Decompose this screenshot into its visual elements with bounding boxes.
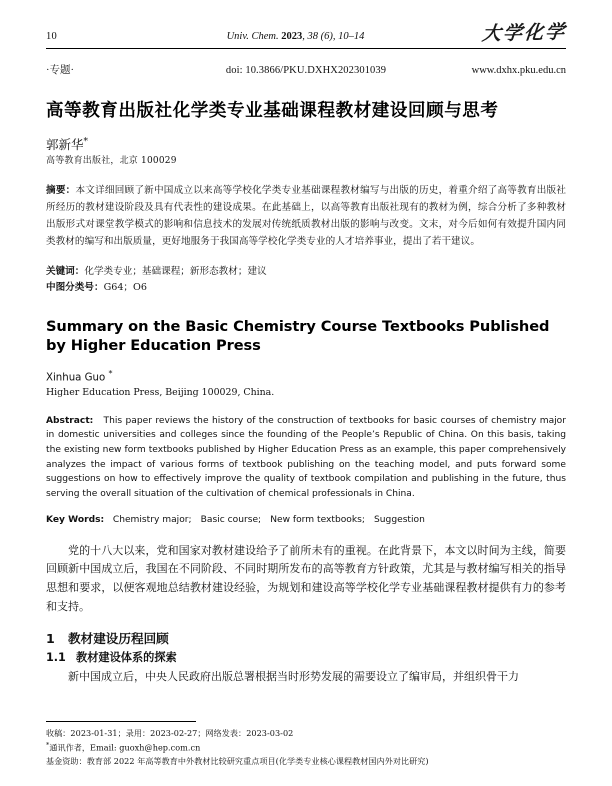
english-abstract-text: This paper reviews the history of the construction of textbooks for basic courses of chemistry major in domestic universities and colleges since the founding of the People’s Republic of China. On this basis, taking the existing new form textbooks published by Higher Education Press as an example, this paper comprehensively analyzes the impact of various forms of textbook publishing on the teaching model, and puts forward some suggestions on how to effectively improve the quality of textbook compilation and publishing in the future, thus serving the overall situation of the cultivation of chemical professionals in China. <box>46 415 566 500</box>
english-keywords-text: Chemistry major; Basic course; New form textbooks; Suggestion <box>112 514 425 525</box>
section-1-1-number: 1.1 <box>46 651 66 665</box>
footnote-funding: 基金资助：教育部 2022 年高等教育中外教材比较研究重点项目(化学类专业核心课程教材国内外对比研究) <box>46 755 429 766</box>
section-1-title: 教材建设历程回顾 <box>68 631 169 647</box>
running-head <box>46 0 566 44</box>
chinese-author <box>46 137 566 152</box>
citation-journal: Univ. Chem. <box>226 30 279 42</box>
english-title: Summary on the Basic Chemistry Course Textbooks Published by Higher Education Press <box>46 317 550 355</box>
english-keywords <box>46 514 566 528</box>
english-abstract <box>46 414 566 502</box>
footnote-block <box>46 721 566 768</box>
english-affiliation: Higher Education Press, Beijing 100029, China. <box>46 387 275 399</box>
journal-masthead-logo: 大学化学 <box>481 21 568 45</box>
chinese-abstract <box>46 182 566 250</box>
citation-year: 2023 <box>281 30 303 42</box>
doi-text[interactable]: doi: 10.3866/PKU.DXHX202301039 <box>225 65 387 76</box>
footnote-dates: 收稿：2023-01-31；录用：2023-02-27；网络发表：2023-03-02 <box>46 727 294 738</box>
footnote-corresponding-mark: * <box>46 741 50 750</box>
chinese-clc <box>46 280 566 296</box>
section-1-number: 1 <box>46 631 55 647</box>
journal-citation: Univ. Chem. 2023, 38 (6), 10–14 <box>226 30 365 42</box>
chinese-affiliation: 高等教育出版社，北京 100029 <box>46 156 177 167</box>
header-rule <box>46 48 566 49</box>
column-tag: ·专题· <box>46 65 74 76</box>
doi-bar <box>46 62 566 77</box>
english-keywords-label: Key Words: <box>46 514 105 525</box>
chinese-keywords <box>46 264 566 280</box>
footnote-corresponding <box>46 740 566 755</box>
english-author-mark: * <box>108 368 113 378</box>
chinese-clc-text: G64；O6 <box>103 281 147 293</box>
chinese-title: 高等教育出版社化学类专业基础课程教材建设回顾与思考 <box>46 101 499 121</box>
english-abstract-label: Abstract: <box>46 415 94 426</box>
citation-issue: (6) <box>320 30 333 42</box>
intro-paragraph: 党的十八大以来，党和国家对教材建设给予了前所未有的重视。在此背景下，本文以时间为主线，简要回顾新中国成立后，我国在不同阶段、不同时期所发布的高等教育方针政策，尤其是与教材编写相关的指导思想和要求，以便客观地总结教材建设经验，为规划和建设高等学校化学专业基础课程教材提供有力的参考和支持。 <box>46 543 566 614</box>
citation-volume: 38 <box>307 30 318 42</box>
chinese-abstract-text: 本文详细回顾了新中国成立以来高等学校化学类专业基础课程教材编写与出版的历史，着重介绍了高等教育出版社所经历的教材建设阶段及具有代表性的建设成果。在此基础上，以高等教育出版社现有的教材为例，综合分析了多种教材出版形式对课堂教学模式的影响和信息技术的发展对传统纸质教材出版的影响与改变。文末，对今后如何有效提升国内同类教材的编写和出版质量，更好地服务于我国高等学校化学类专业的人才培养事业，提出了若干建议。 <box>46 184 567 247</box>
section-heading-1-1 <box>46 650 566 666</box>
chinese-abstract-label: 摘要： <box>46 184 76 196</box>
page-folio: 10 <box>46 30 57 42</box>
citation-pages: 10–14 <box>338 30 365 42</box>
chinese-keywords-label: 关键词： <box>46 265 85 277</box>
chinese-author-name: 郭新华 <box>46 137 84 153</box>
section-1-1-paragraph: 新中国成立后，中央人民政府出版总署根据当时形势发展的需要设立了编审局，并组织骨干力 <box>68 669 519 683</box>
chinese-author-mark: * <box>83 136 89 147</box>
section-1-1-title: 教材建设体系的探索 <box>76 651 177 665</box>
footnote-rule <box>46 721 196 722</box>
english-author <box>46 369 566 385</box>
footnote-corresponding-text: 通讯作者，Email: guoxh@hep.com.cn <box>49 742 201 753</box>
journal-website-link[interactable]: www.dxhx.pku.edu.cn <box>471 65 566 76</box>
section-heading-1 <box>46 630 566 648</box>
english-author-name: Xinhua Guo <box>46 372 106 384</box>
chinese-clc-label: 中图分类号： <box>46 281 104 293</box>
chinese-keywords-text: 化学类专业；基础课程；新形态教材；建议 <box>84 265 267 277</box>
